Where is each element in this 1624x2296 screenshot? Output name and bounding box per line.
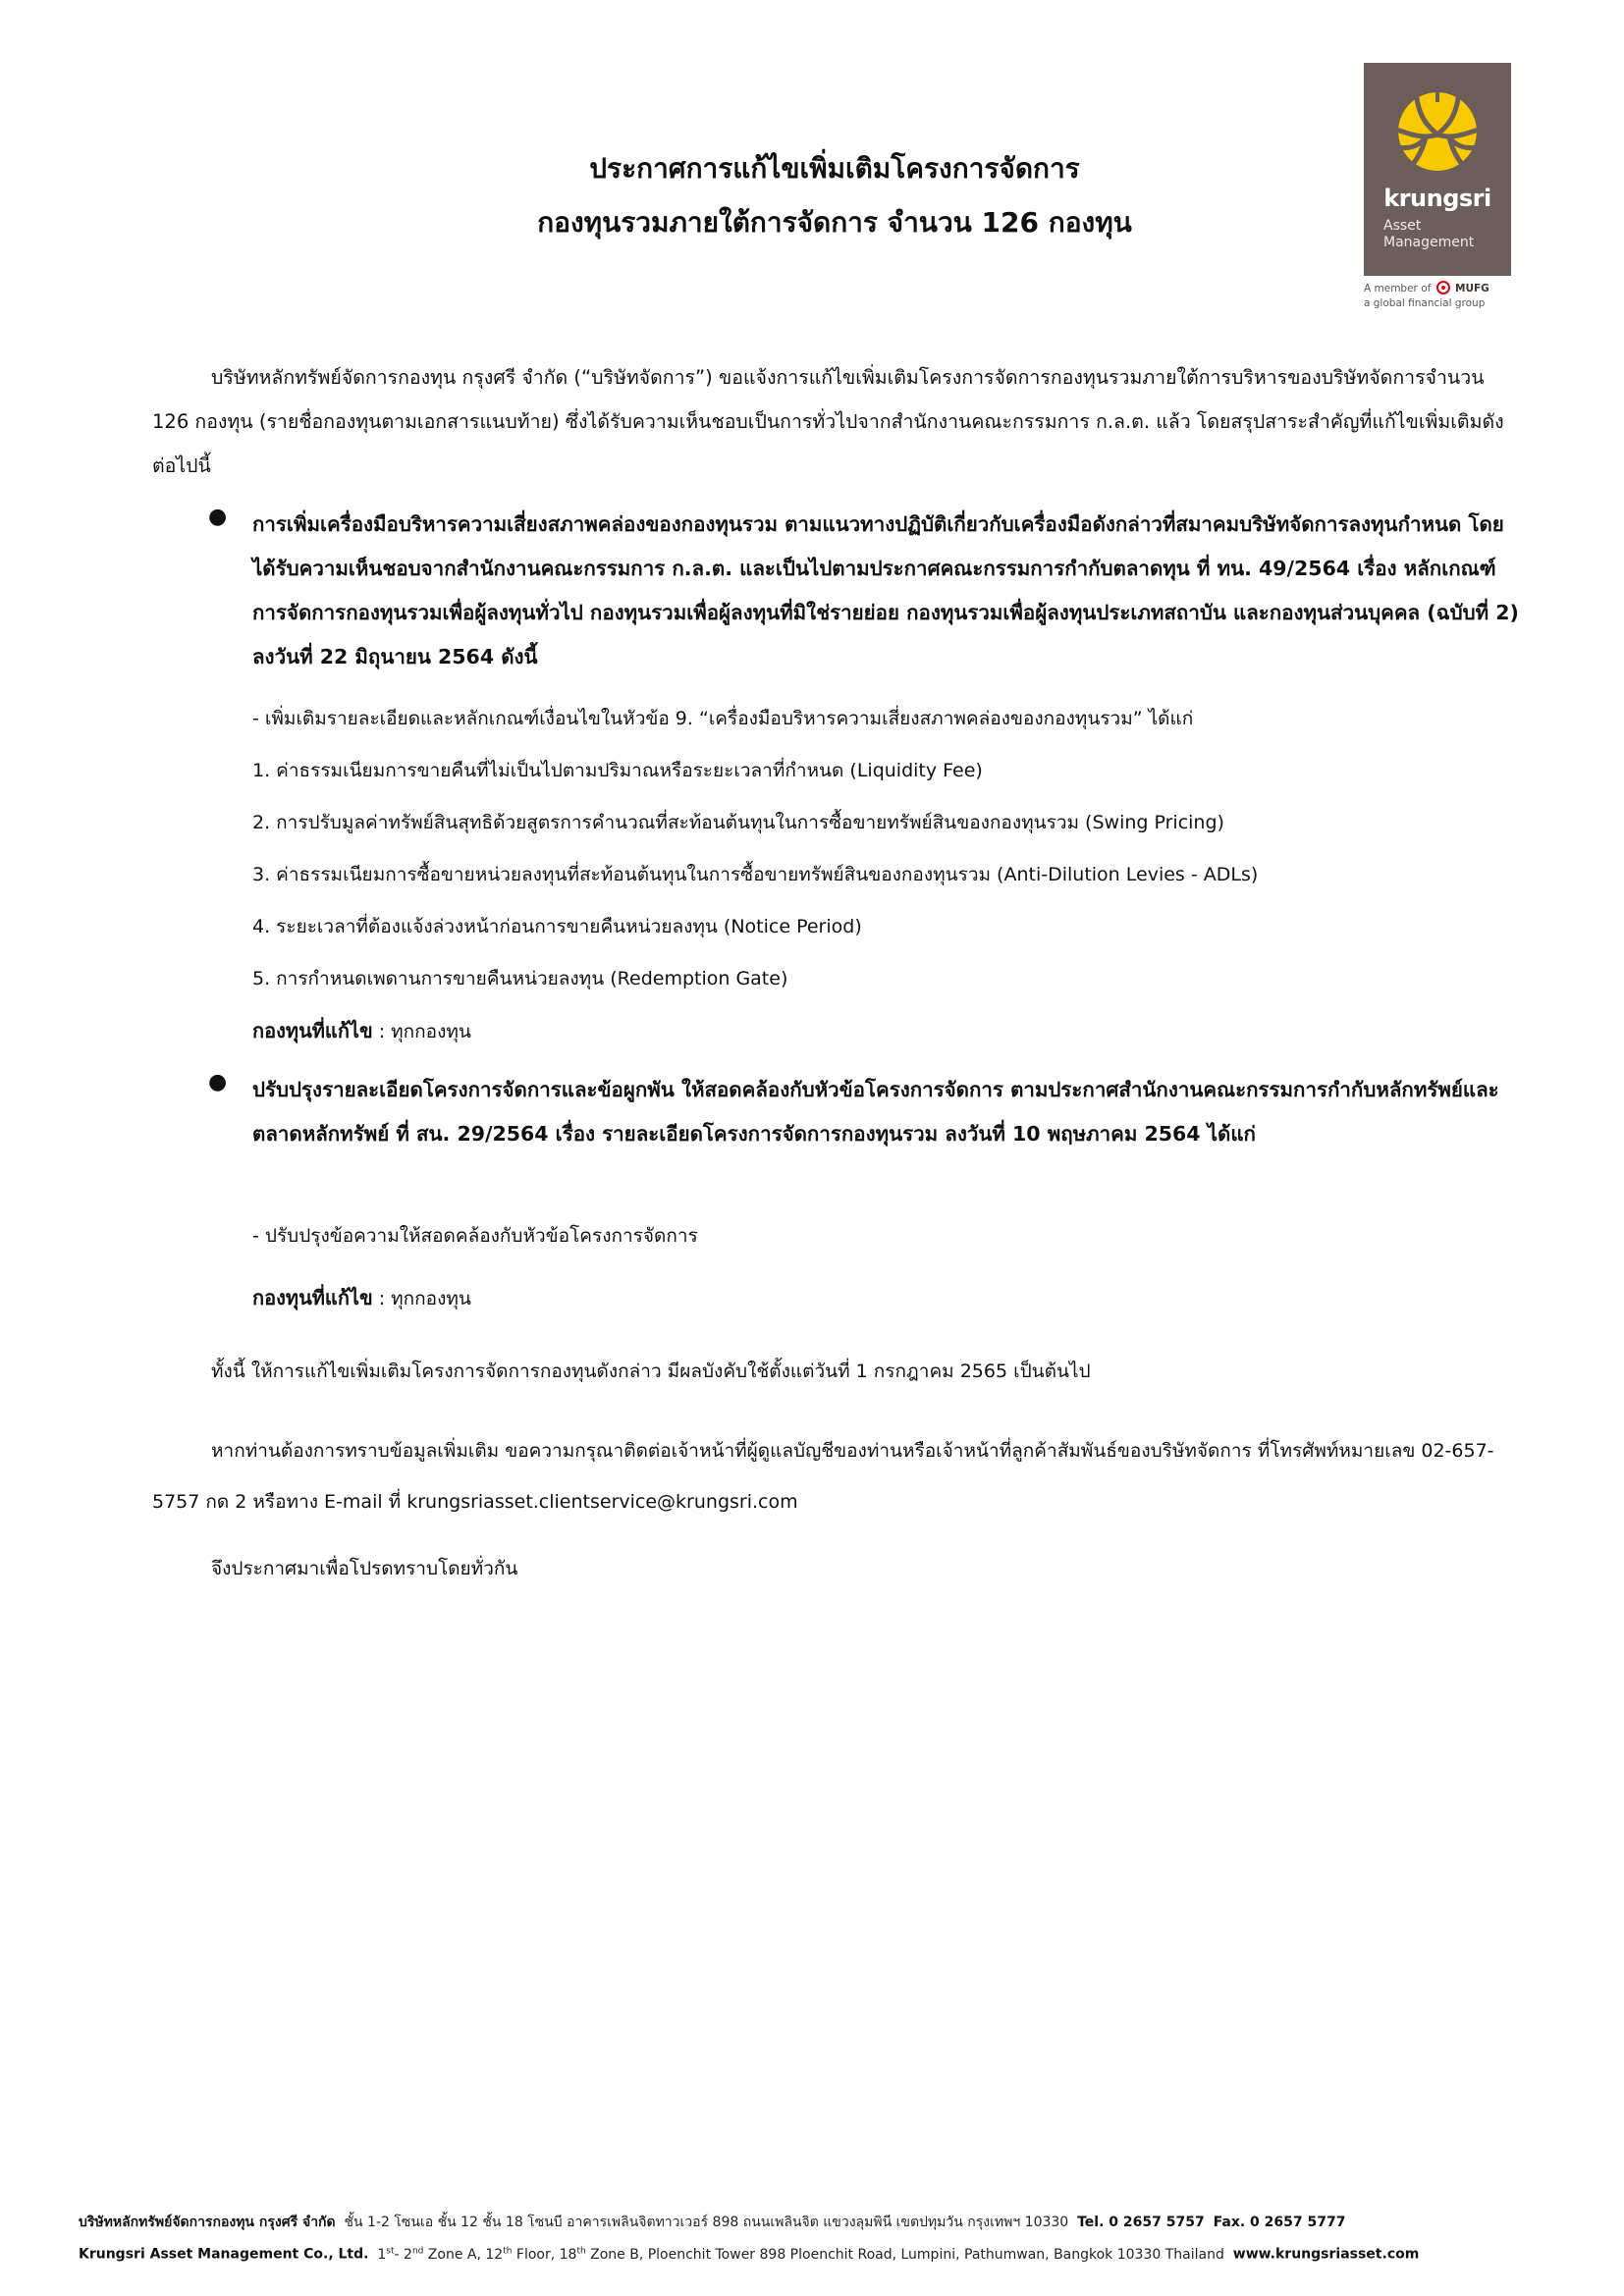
logo-subtitle — [1383, 218, 1474, 251]
intro-paragraph: บริษัทหลักทรัพย์จัดการกองทุน กรุงศรี จำกัด (“บริษัทจัดการ”) ขอแจ้งการแก้ไขเพิ่มเติมโครงการจัดการกองทุนรวมภายใต้การบริหารของบริษัทจัดการจำนวน 126 กองทุน (รายชื่อกองทุนตามเอกสารแนบท้าย) ซึ่งได้รับความเห็นชอบเป็นการทั่วไปจากสำนักงานคณะกรรมการ ก.ล.ต. แล้ว โดยสรุปสาระสำคัญที่แก้ไขเพิ่มเติมดังต่อไปนี้ — [152, 366, 1504, 477]
section-1-item-5: 5. การกำหนดเพดานการขายคืนหน่วยลงทุน (Redemption Gate) — [252, 968, 788, 989]
section-2-funds — [252, 1282, 471, 1313]
member-tagline: a global financial group — [1364, 297, 1486, 309]
member-prefix: A member of — [1364, 283, 1432, 294]
bullet-icon: ● — [208, 1070, 228, 1095]
section-1-item-1: 1. ค่าธรรมเนียมการขายคืนที่ไม่เป็นไปตามปริมาณหรือระยะเวลาที่กำหนด (Liquidity Fee) — [252, 760, 983, 781]
krungsri-logo — [1364, 63, 1511, 276]
logo-sub-line1: Asset — [1383, 218, 1422, 234]
bullet-icon: ● — [208, 505, 228, 529]
section-1-item-3: 3. ค่าธรรมเนียมการซื้อขายหน่วยลงทุนที่สะท้อนต้นทุนในการซื้อขายทรัพย์สินของกองทุนรวม (Anti-Dilution Levies - ADLs) — [252, 864, 1259, 885]
contact-paragraph — [152, 1425, 1519, 1527]
footer-th-address: ชั้น 1-2 โซนเอ ชั้น 12 ชั้น 18 โซนบี อาคารเพลินจิตทาวเวอร์ 898 ถนนเพลินจิต แขวงลุมพินี เขตปทุมวัน กรุงเทพฯ 10330 — [344, 2215, 1069, 2230]
closing-statement: จึงประกาศมาเพื่อโปรดทราบโดยทั่วกัน — [211, 1558, 518, 1579]
footer-thai — [79, 2212, 1551, 2233]
funds-value: : ทุกกองทุน — [372, 1021, 471, 1042]
section-1-intro-item: - เพิ่มเติมรายละเอียดและหลักเกณฑ์เงื่อนไขในหัวข้อ 9. “เครื่องมือบริหารความเสี่ยงสภาพคล่องของกองทุนรวม” ได้แก่ — [252, 708, 1194, 729]
contact-email-link[interactable]: krungsriasset.clientservice@krungsri.com — [406, 1491, 798, 1513]
section-1-item-4: 4. ระยะเวลาที่ต้องแจ้งล่วงหน้าก่อนการขายคืนหน่วยลงทุน (Notice Period) — [252, 916, 862, 937]
funds-label: กองทุนที่แก้ไข — [252, 1019, 373, 1042]
funds-value: : ทุกกองทุน — [372, 1288, 471, 1309]
section-1-item-2: 2. การปรับมูลค่าทรัพย์สินสุทธิด้วยสูตรการคำนวณที่สะท้อนต้นทุนในการซื้อขายทรัพย์สินของกองทุนรวม (Swing Pricing) — [252, 812, 1224, 833]
document-title-line2: กองทุนรวมภายใต้การจัดการ จำนวน 126 กองทุน — [537, 206, 1132, 239]
funds-label: กองทุนที่แก้ไข — [252, 1286, 373, 1309]
footer-website-link[interactable]: www.krungsriasset.com — [1232, 2246, 1420, 2263]
logo-brand: krungsri — [1383, 185, 1491, 212]
footer-fax: Fax. 0 2657 5777 — [1213, 2215, 1346, 2230]
logo-sub-line2: Management — [1383, 235, 1475, 250]
footer-tel: Tel. 0 2657 5757 — [1077, 2215, 1205, 2230]
krungsri-emblem-icon — [1396, 90, 1479, 173]
section-1-funds — [252, 1015, 471, 1046]
document-title-line1: ประกาศการแก้ไขเพิ่มเติมโครงการจัดการ — [589, 152, 1080, 185]
mufg-membership — [1364, 281, 1521, 311]
footer-english — [79, 2246, 1551, 2263]
footer-th-company: บริษัทหลักทรัพย์จัดการกองทุน กรุงศรี จำกัด — [79, 2215, 336, 2230]
section-1-heading: การเพิ่มเครื่องมือบริหารความเสี่ยงสภาพคล่องของกองทุนรวม ตามแนวทางปฏิบัติเกี่ยวกับเครื่องมือดังกล่าวที่สมาคมบริษัทจัดการลงทุนกำหนด โดยได้รับความเห็นชอบจากสำนักงานคณะกรรมการ ก.ล.ต. และเป็นไปตามประกาศคณะกรรมการกำกับตลาดทุน ที่ ทน. 49/2564 เรื่อง หลักเกณฑ์การจัดการกองทุนรวมเพื่อผู้ลงทุนทั่วไป กองทุนรวมเพื่อผู้ลงทุนที่มิใช่รายย่อย กองทุนรวมเพื่อผู้ลงทุนประเภทสถาบัน และกองทุนส่วนบุคคล (ฉบับที่ 2) ลงวันที่ 22 มิถุนายน 2564 ดังนี้ — [252, 512, 1519, 668]
mufg-icon — [1436, 281, 1450, 294]
contact-text: หากท่านต้องการทราบข้อมูลเพิ่มเติม ขอความกรุณาติดต่อเจ้าหน้าที่ผู้ดูแลบัญชีของท่านหรือเจ้าหน้าที่ลูกค้าสัมพันธ์ของบริษัทจัดการ ที่โทรศัพท์หมายเลข 02-657-5757 กด 2 หรือทาง E-mail ที่ — [152, 1440, 1494, 1513]
footer-en-company: Krungsri Asset Management Co., Ltd. — [79, 2246, 369, 2263]
section-2-item-1: - ปรับปรุงข้อความให้สอดคล้องกับหัวข้อโครงการจัดการ — [252, 1225, 698, 1247]
mufg-brand: MUFG — [1455, 283, 1489, 294]
effective-date-paragraph: ทั้งนี้ ให้การแก้ไขเพิ่มเติมโครงการจัดการกองทุนดังกล่าว มีผลบังคับใช้ตั้งแต่วันที่ 1 กรกฎาคม 2565 เป็นต้นไป — [211, 1361, 1091, 1382]
footer-en-address: 1st- 2nd Zone A, 12th Floor, 18th Zone B, Ploenchit Tower 898 Ploenchit Road, Lumpini, Pathumwan, Bangkok 10330 Thailand — [377, 2246, 1224, 2263]
section-2-heading: ปรับปรุงรายละเอียดโครงการจัดการและข้อผูกพัน ให้สอดคล้องกับหัวข้อโครงการจัดการ ตามประกาศสำนักงานคณะกรรมการกำกับหลักทรัพย์และตลาดหลักทรัพย์ ที่ สน. 29/2564 เรื่อง รายละเอียดโครงการจัดการกองทุนรวม ลงวันที่ 10 พฤษภาคม 2564 ได้แก่ — [252, 1078, 1499, 1146]
